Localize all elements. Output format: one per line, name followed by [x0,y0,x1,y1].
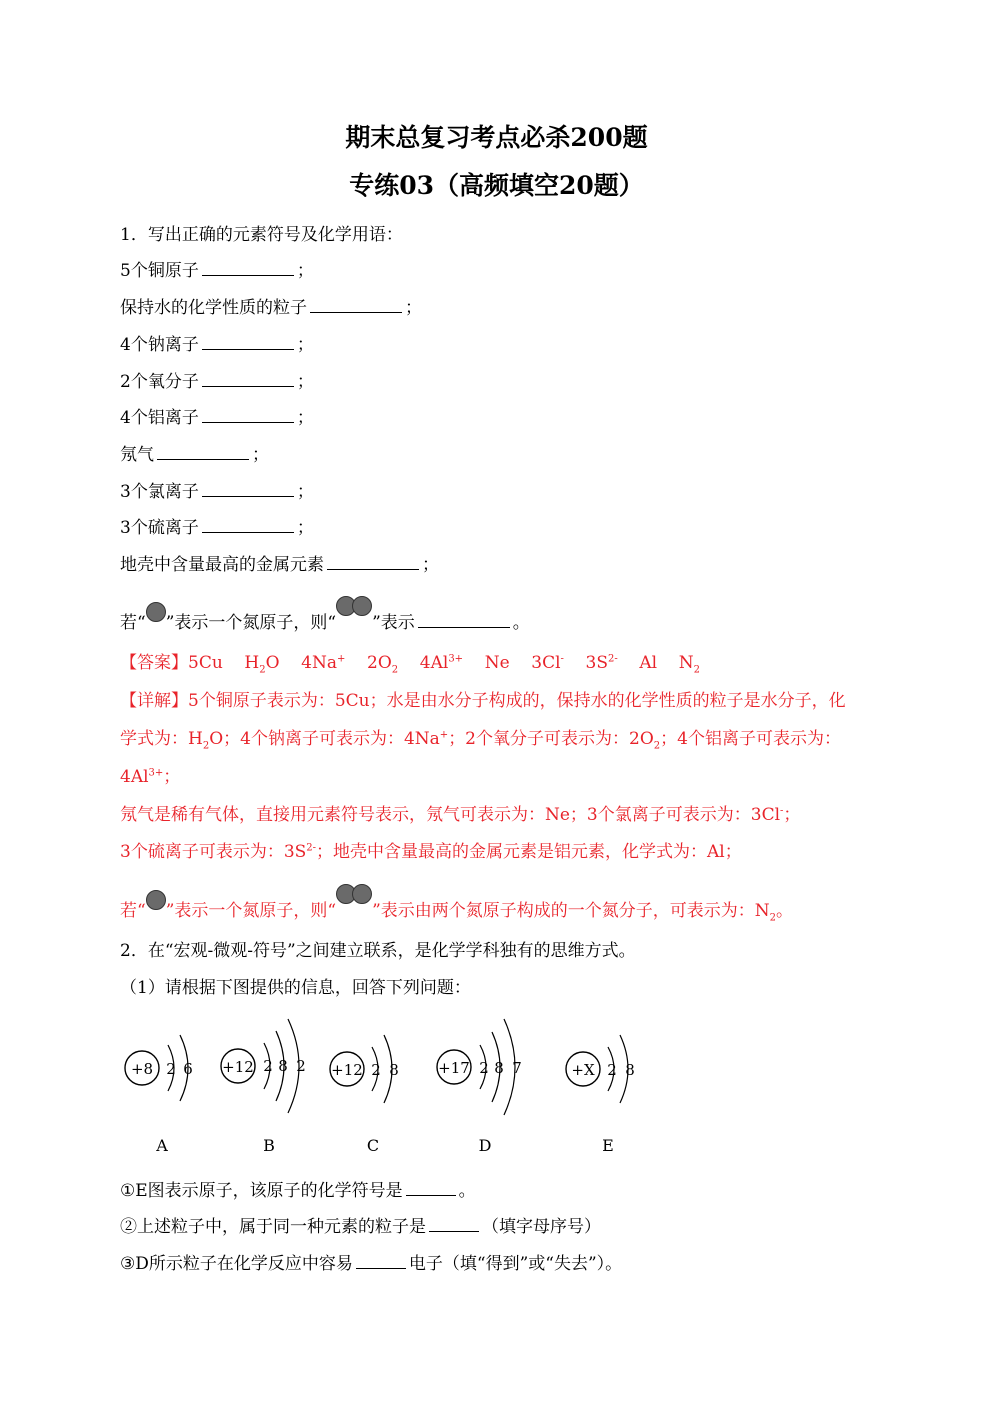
q1-item-8: 3个硫离子 ； [120,518,314,538]
q1-detail-line-5: 3个硫离子可表示为：$3S^{2-}$；地壳中含量最高的金属元素是铝元素，化学式为：Al； [120,842,742,862]
svg-text:2: 2 [479,1059,489,1077]
q1-answer: 【答案】5Cu $H_2O$ 4Na+ $2O_2$ $4Al^{3+}$ Ne 3Cl- $3S^{2-}$ Al $N_2$ [120,653,700,676]
svg-text:6: 6 [183,1060,193,1078]
diagram-b-label: B [263,1136,275,1155]
q2-sub1: （1）请根据下图提供的信息，回答下列问题： [120,978,471,998]
q1-detail-line-3: $4Al^{3+}$； [120,767,181,787]
svg-text:8: 8 [625,1061,635,1079]
q2-stem: 2．在“宏观-微观-符号”之间建立联系，是化学学科独有的思维方式。 [120,941,636,961]
answer-blank[interactable] [429,1215,479,1232]
diagram-c [330,1035,399,1155]
q2-part-3: ③D所示粒子在化学反应中容易 电子（填“得到”或“失去”）。 [120,1254,623,1274]
answer-blank[interactable] [157,443,249,460]
diagram-e [566,1035,635,1155]
answer-blank[interactable] [356,1252,406,1269]
svg-text:2: 2 [371,1061,381,1079]
q1-detail-line-4: 氖气是稀有气体，直接用元素符号表示，氖气可表示为：Ne；3个氯离子可表示为：3Cl-； [120,805,801,825]
q1-detail-line-6: 若“ ”表示一个氮原子，则“ ”表示由两个氮原子构成的一个氮分子，可表示为：$N_2$。 [120,884,793,923]
answer-blank[interactable] [202,480,294,497]
atomic-structure-diagrams [110,1005,670,1165]
nitrogen-molecule-icon [336,884,372,915]
nitrogen-atom-icon [146,890,166,910]
svg-text:2: 2 [166,1060,176,1078]
answer-blank[interactable] [202,333,294,350]
q1-item-7: 3个氯离子 ； [120,482,314,502]
svg-text:8: 8 [389,1061,399,1079]
diagram-d-nucleus: +17 [438,1059,470,1077]
page-title: 期末总复习考点必杀200题 [345,123,648,152]
q1-item-3: 4个钠离子 ； [120,335,314,355]
answer-blank[interactable] [418,611,510,628]
svg-text:7: 7 [512,1059,522,1077]
q1-stem: 1．写出正确的元素符号及化学用语： [120,225,403,245]
diagram-e-nucleus: +X [571,1061,595,1079]
q1-detail-line-1: 【详解】5个铜原子表示为：5Cu；水是由水分子构成的，保持水的化学性质的粒子是水分子，化 [120,691,846,711]
page-subtitle: 专练03（高频填空20题） [349,171,644,200]
q1-item-9: 地壳中含量最高的金属元素 ； [120,555,439,575]
q1-item-10: 若“ ”表示一个氮原子，则“ ”表示 。 [120,596,530,633]
svg-text:8: 8 [278,1057,288,1075]
q1-item-5: 4个铝离子 ； [120,408,314,428]
q1-item-2: 保持水的化学性质的粒子 ； [120,298,422,318]
answer-blank[interactable] [310,296,402,313]
answer-blank[interactable] [202,259,294,276]
diagram-a-nucleus: +8 [130,1060,154,1078]
diagram-c-label: C [366,1136,380,1155]
diagram-d-label: D [478,1136,492,1155]
answer-blank[interactable] [327,553,419,570]
svg-text:8: 8 [494,1059,504,1077]
q2-part-2: ②上述粒子中，属于同一种元素的粒子是 （填字母序号） [120,1217,601,1237]
diagram-a [125,1035,193,1155]
answer-blank[interactable] [406,1179,456,1196]
q1-item-6: 氖气 ； [120,445,269,465]
svg-text:2: 2 [296,1057,306,1075]
diagram-e-label: E [602,1136,614,1155]
nitrogen-atom-icon [146,602,166,622]
diagram-b [221,1019,306,1155]
diagram-a-label: A [156,1136,168,1155]
answer-blank[interactable] [202,370,294,387]
nitrogen-molecule-icon [336,596,372,627]
answer-blank[interactable] [202,516,294,533]
q1-detail-line-2: 学式为：$H_2O$；4个钠离子可表示为：4Na+；2个氧分子可表示为：$2O_2$；4个铝离子可表示为： [120,729,841,752]
q1-item-1: 5个铜原子 ； [120,261,314,281]
q1-item-4: 2个氧分子 ； [120,372,314,392]
svg-text:2: 2 [263,1057,273,1075]
svg-text:2: 2 [607,1061,617,1079]
q2-part-1: ①E图表示原子，该原子的化学符号是 。 [120,1181,476,1201]
diagram-d [437,1019,522,1155]
answer-blank[interactable] [202,406,294,423]
diagram-c-nucleus: +12 [331,1061,363,1079]
diagram-b-nucleus: +12 [222,1058,254,1076]
